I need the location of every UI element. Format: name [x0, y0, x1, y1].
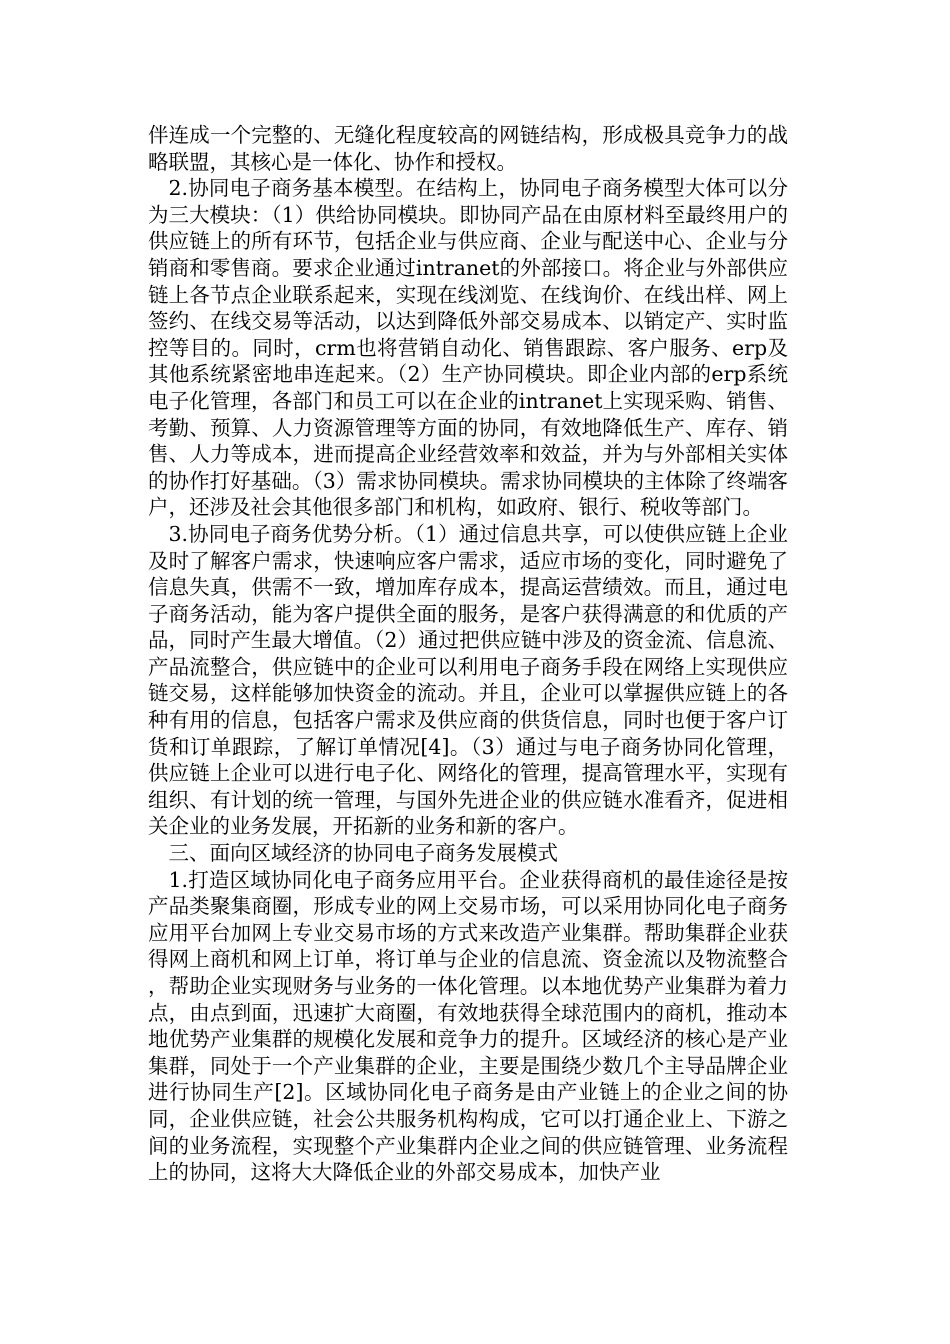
paragraph-regional-platform: 1.打造区域协同化电子商务应用平台。企业获得商机的最佳途径是按产品类聚集商圈，形成专业的网上交易市场，可以采用协同化电子商务应用平台加网上专业交易市场的方式来改造产业集群。帮助集群企业获得网上商机和网上订单，将订单与企业的信息流、资金流以及物流整合，帮助企业实现财务与业务的一体化管理。以本地优势产业集群为着力点，由点到面，迅速扩大商圈，有效地获得全球范围内的商机，推动本地优势产业集群的规模化发展和竞争力的提升。区域经济的核心是产业集群，同处于一个产业集群的企业，主要是围绕少数几个主导品牌企业进行协同生产[2]。区域协同化电子商务是由产业链上的企业之间的协同，企业供应链，社会公共服务机构构成，它可以打通企业上、下游之间的业务流程，实现整个产业集群内企业之间的供应链管理、业务流程上的协同，这将大大降低企业的外部交易成本，加快产业 [148, 867, 788, 1185]
paragraph-basic-model: 2.协同电子商务基本模型。在结构上，协同电子商务模型大体可以分为三大模块：（1）供给协同模块。即协同产品在由原材料至最终用户的供应链上的所有环节，包括企业与供应商、企业与配送中心、企业与分销商和零售商。要求企业通过intranet的外部接口。将企业与外部供应链上各节点企业联系起来，实现在线浏览、在线询价、在线出样、网上签约、在线交易等活动，以达到降低外部交易成本、以销定产、实时监控等目的。同时，crm也将营销自动化、销售跟踪、客户服务、erp及其他系统紧密地串连起来。（2）生产协同模块。即企业内部的erp系统电子化管理，各部门和员工可以在企业的intranet上实现采购、销售、考勤、预算、人力资源管理等方面的协同，有效地降低生产、库存、销售、人力等成本，进而提高企业经营效率和效益，并为与外部相关实体的协作打好基础。（3）需求协同模块。需求协同模块的主体除了终端客户，还涉及社会其他很多部门和机构，如政府、银行、税收等部门。 [148, 176, 788, 520]
paragraph-advantage-analysis: 3.协同电子商务优势分析。（1）通过信息共享，可以使供应链上企业及时了解客户需求，快速响应客户需求，适应市场的变化，同时避免了信息失真，供需不一致，增加库存成本，提高运营绩效。而且，通过电子商务活动，能为客户提供全面的服务，是客户获得满意的和优质的产品，同时产生最大增值。（2）通过把供应链中涉及的资金流、信息流、产品流整合，供应链中的企业可以利用电子商务手段在网络上实现供应链交易，这样能够加快资金的流动。并且，企业可以掌握供应链上的各种有用的信息，包括客户需求及供应商的供货信息，同时也便于客户订货和订单跟踪，了解订单情况[4]。（3）通过与电子商务协同化管理，供应链上企业可以进行电子化、网络化的管理，提高管理水平，实现有组织、有计划的统一管理，与国外先进企业的供应链水准看齐，促进相关企业的业务发展，开拓新的业务和新的客户。 [148, 521, 788, 839]
paragraph-continuation: 伴连成一个完整的、无缝化程度较高的网链结构，形成极具竞争力的战略联盟，其核心是一体化、协作和授权。 [148, 123, 788, 174]
section-heading: 三、面向区域经济的协同电子商务发展模式 [168, 841, 558, 866]
document-body [148, 122, 788, 1186]
